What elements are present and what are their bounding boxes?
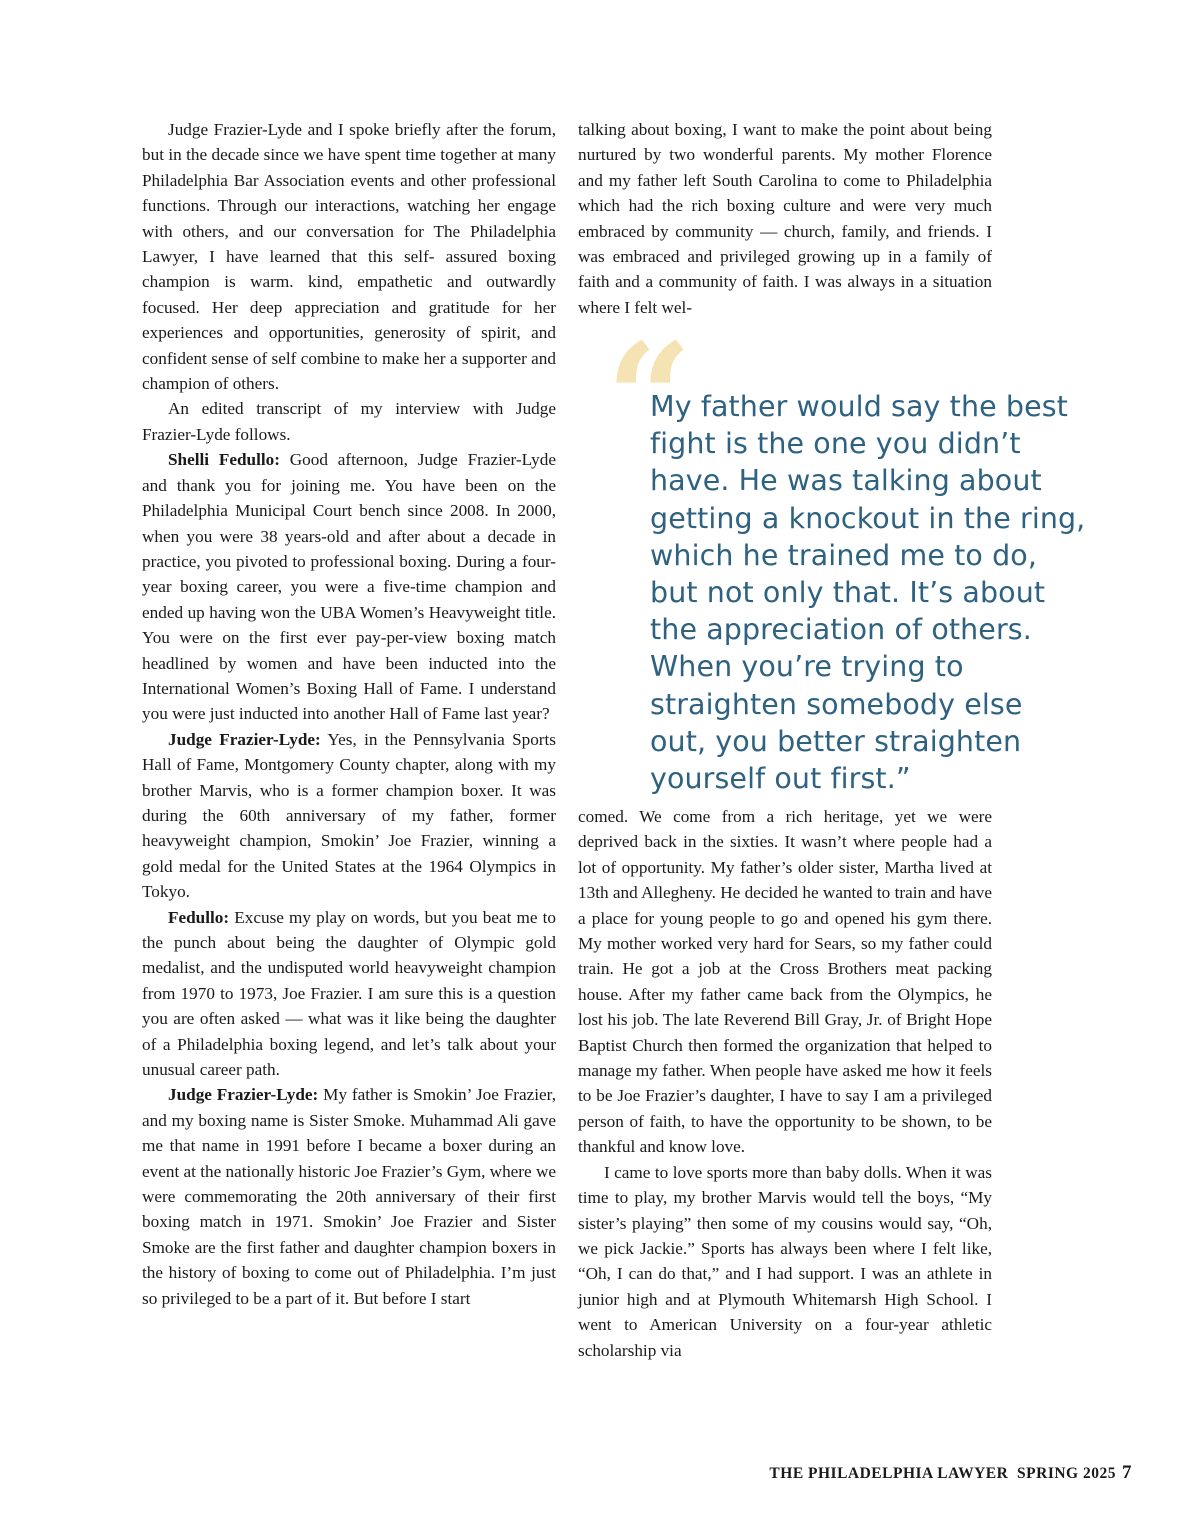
quote-mark-icon: “ [606,311,693,487]
paragraph-continued: talking about boxing, I want to make the point about being nurtured by two wonderful parents. My mother Florence and my father left South Carolina to come to Philadelphia which had the rich boxing culture and were very much embraced by community — church, family, and friends. I was embraced and privileged growing up in a family of faith and a community of faith. I was always in a situation where I felt wel- [578,120,992,317]
pull-quote-text: My father would say the best fight is the one you didn’t have. He was talking about getting a knockout in the ring, which he trained me to do, but not only that. It’s about the appreciation of others. When you’re trying to straighten somebody else out, you better straighten yourself out first.” [650,390,1086,796]
publication-name: THE PHILADELPHIA LAWYER SPRING 2025 [769,1465,1116,1482]
paragraph-text: Good afternoon, Judge Frazier-Lyde and thank you for joining me. You have been on the Philadelphia Municipal Court bench since 2008. In 2000, when you were 38 years-old and after about a decade in practice, you pivoted to professional boxing. During a four-year boxing career, you were a five-time champion and ended up having won the UBA Women’s Heavyweight title. You were on the first ever pay-per-view boxing match headlined by women and have been inducted into the International Women’s Boxing Hall of Fame. I understand you were just inducted into another Hall of Fame last year? [142,450,557,724]
page-footer [769,1462,1132,1484]
paragraph-question-1 [142,447,556,726]
paragraph-text: Yes, in the Pennsylvania Sports Hall of Fame, Montgomery County chapter, along with my brother Marvis, who is a former champion boxer. It was during the 60th anniversary of my father, former heavyweight champion, Smokin’ Joe Frazier, winning a gold medal for the United States at the 1964 Olympics in Tokyo. [142,729,556,902]
paragraph-intro: Judge Frazier-Lyde and I spoke briefly after the forum, but in the decade since we have spent time together at many Philadelphia Bar Association events and other professional functions. Through our interactions, watching her engage with others, and our conversation for The Philadelphia Lawyer, I have learned that this self- assured boxing champion is warm. kind, empathetic and outwardly focused. Her deep appreciation and gratitude for her experiences and opportunities, generosity of spirit, and confident sense of self combine to make her a supporter and champion of others. [142,120,556,394]
paragraph-text: Excuse my play on words, but you beat me to the punch about being the daughter of Olympic gold medalist, and the undisputed world heavyweight champion from 1970 to 1973, Joe Frazier. I am sure this is a question you are often asked — what was it like being the daughter of a Philadelphia boxing legend, and let’s talk about your unusual career path. [142,907,556,1080]
paragraph-sports: I came to love sports more than baby dolls. When it was time to play, my brother Marvis would tell the boys, “My sister’s playing” then some of my cousins would say, “Oh, we pick Jackie.” Sports has always been where I felt like, “Oh, I can do that,” and I had support. I was an athlete in junior high and at Plymouth Whitemarsh High School. I went to American University on a four-year athletic scholarship via [578,1162,992,1360]
paragraph-continued: comed. We come from a rich heritage, yet we were deprived back in the sixties. It wasn’t where people had a lot of opportunity. My father’s older sister, Martha lived at 13th and Allegheny. He decided he wanted to train and have a place for young people to go and opened his gym there. My mother worked very hard for Sears, so my father could train. He got a job at the Cross Brothers meat packing house. After my father came back from the Olympics, he lost his job. The late Reverend Bill Gray, Jr. of Bright Hope Baptist Church then formed the organization that helped to manage my father. When people have asked me how it feels to be Joe Frazier’s daughter, I have to say I am a privileged person of faith, to have the opportunity to be shown, to be thankful and know love. [578,807,992,1157]
right-column-bottom [578,804,992,1363]
left-column [142,117,556,1311]
pull-quote [606,311,1086,797]
paragraph-question-2 [142,905,556,1083]
speaker-label: Shelli Fedullo: [168,450,280,470]
speaker-label: Judge Frazier-Lyde: [168,729,321,749]
speaker-label: Fedullo: [168,907,230,927]
paragraph-transcript-note: An edited transcript of my interview with Judge Frazier-Lyde follows. [142,399,556,444]
paragraph-answer-1 [142,727,556,905]
right-column-top [578,117,992,320]
paragraph-answer-2 [142,1082,556,1311]
page-number: 7 [1122,1462,1132,1483]
speaker-label: Judge Frazier-Lyde: [168,1085,319,1105]
paragraph-text: My father is Smokin’ Joe Frazier, and my boxing name is Sister Smoke. Muhammad Ali gave me that name in 1991 before I became a boxer during an event at the nationally historic Joe Frazier’s Gym, where we were commemorating the 20th anniversary of their first boxing match in 1971. Smokin’ Joe Frazier and Sister Smoke are the first father and daughter champion boxers in the history of boxing to come out of Philadelphia. I’m just so privileged to be a part of it. But before I start [142,1085,556,1308]
